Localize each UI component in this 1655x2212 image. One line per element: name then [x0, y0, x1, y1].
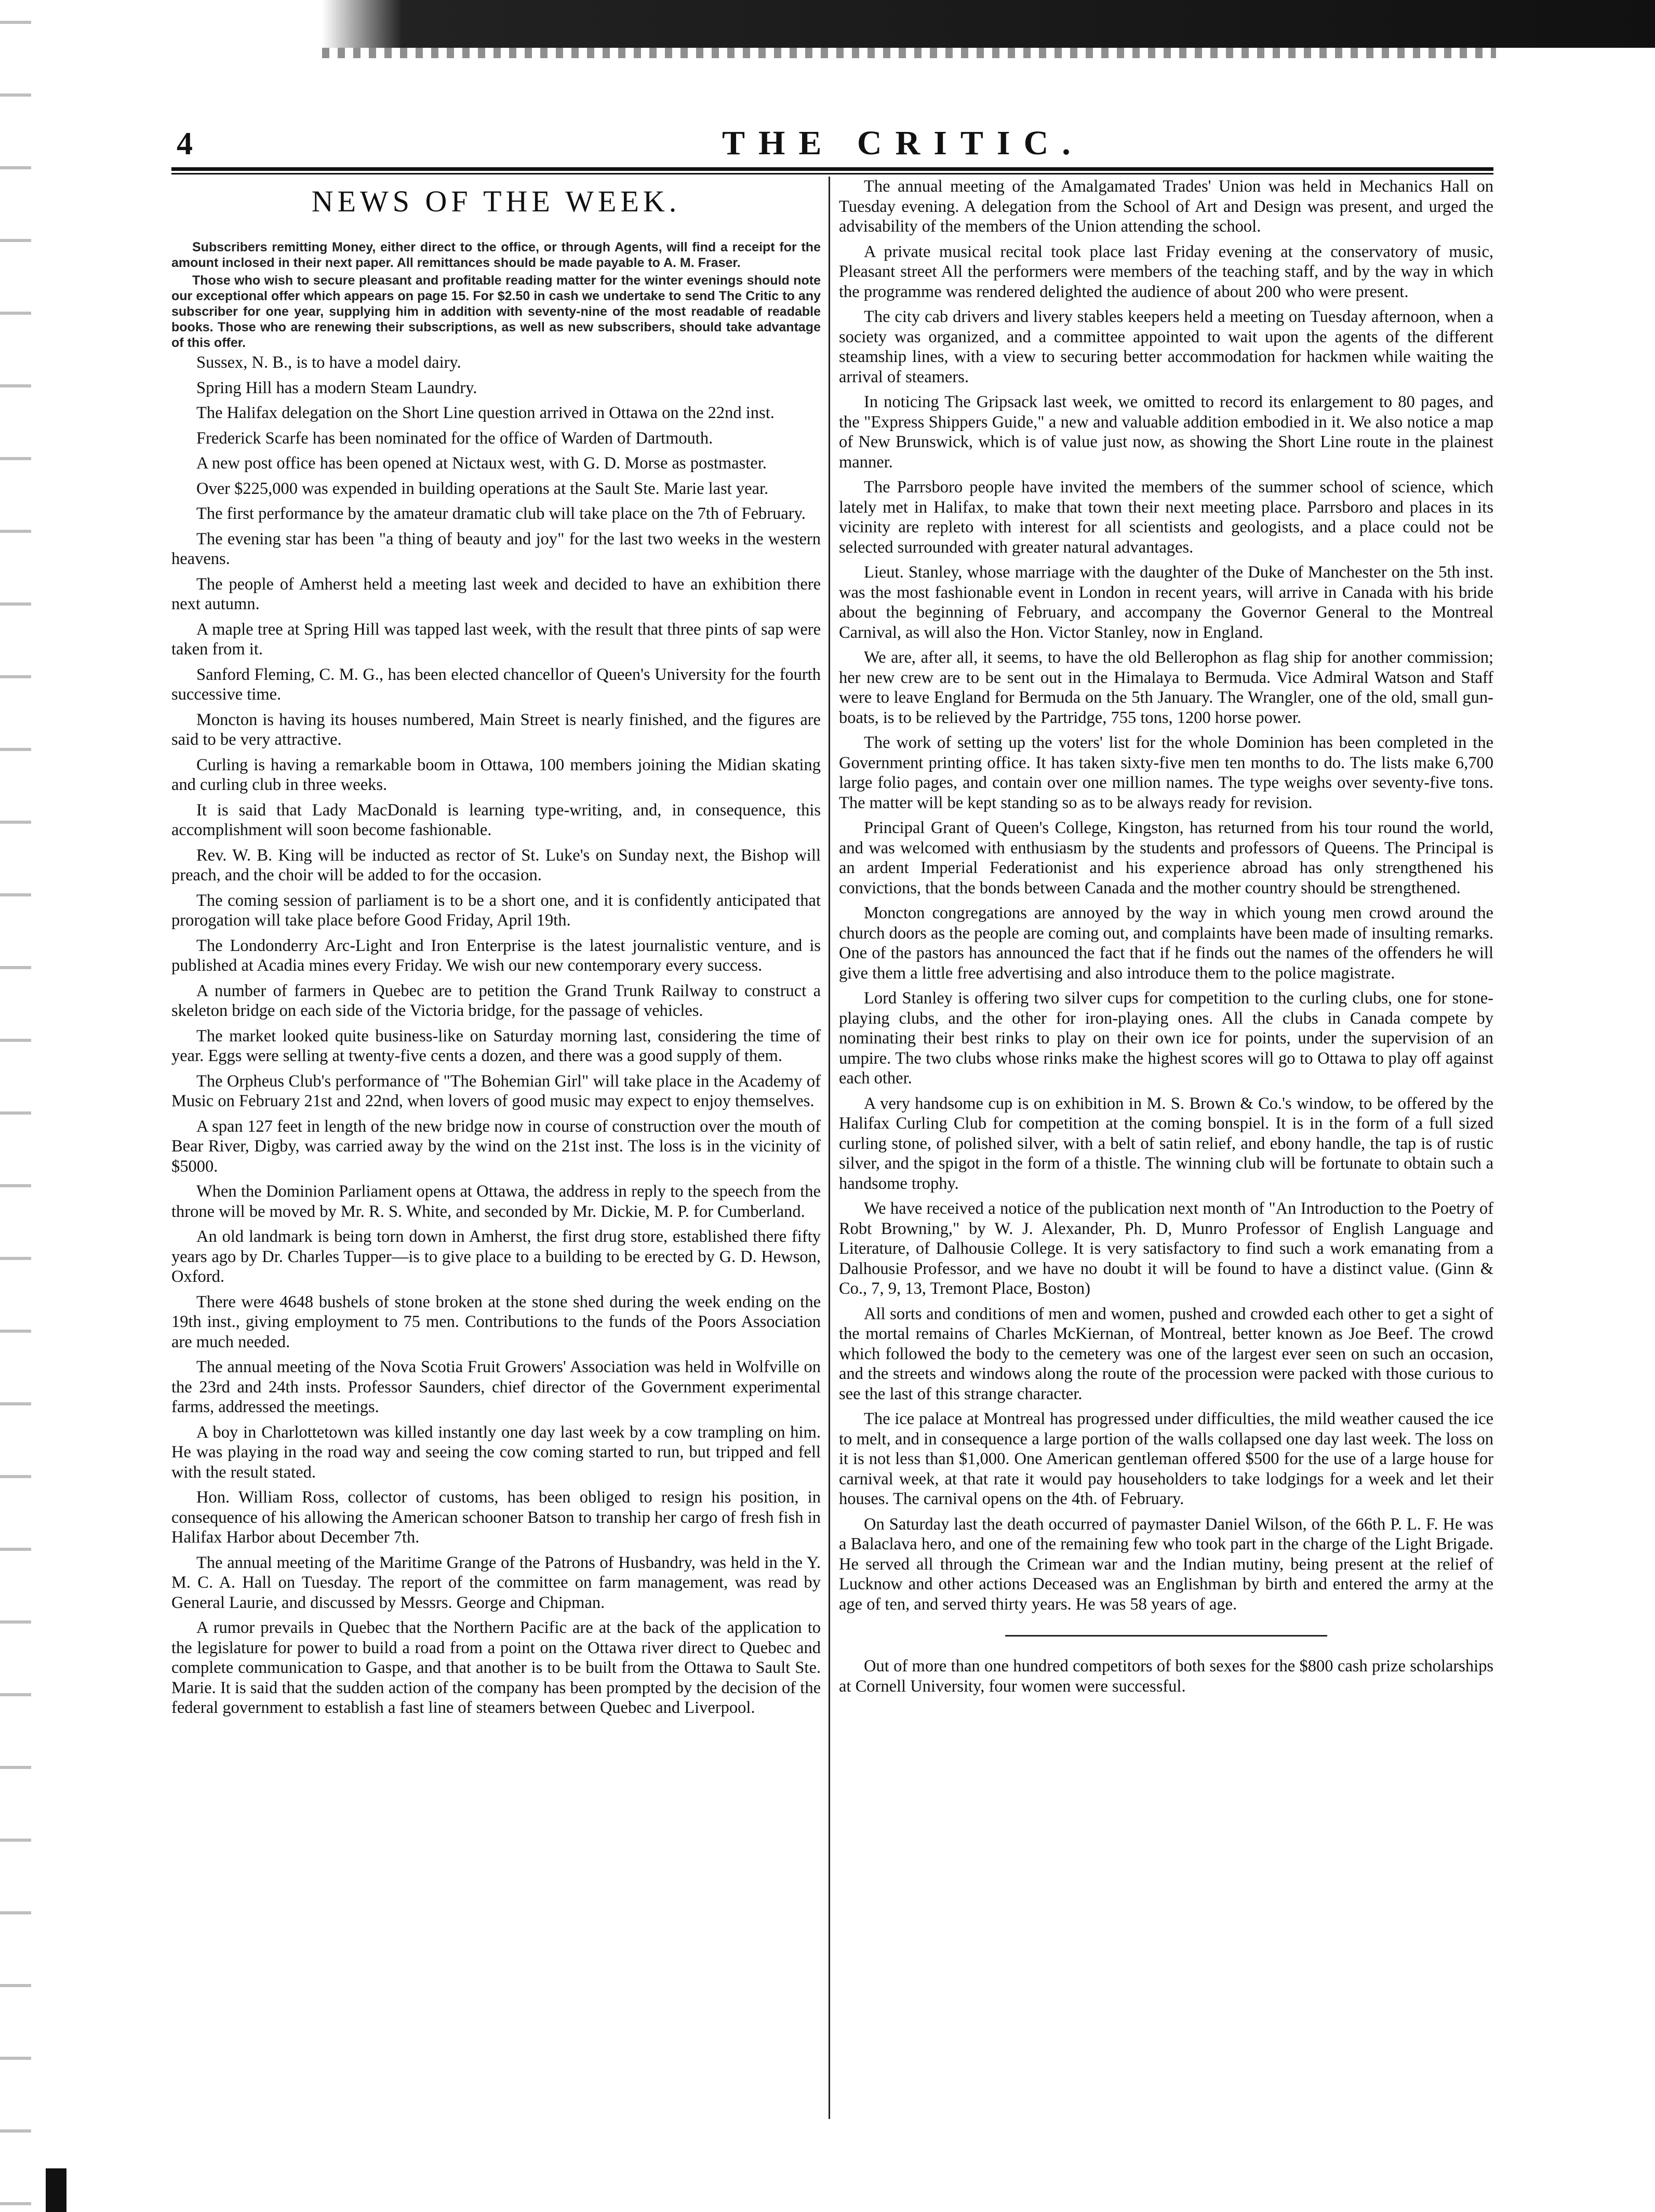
news-item: Over $225,000 was expended in building operations at the Sault Ste. Marie last year.	[196, 479, 769, 498]
news-item: It is said that Lady MacDonald is learning type-writing, and, in consequence, this accomplishment will soon become fashionable.	[171, 800, 821, 839]
header-rule-thin	[171, 173, 1493, 175]
masthead: THE CRITIC.	[722, 124, 1084, 162]
news-item: The annual meeting of the Maritime Grange of the Patrons of Husbandry, was held in the Y. M. C. A. Hall on Tuesday. The report of the committee on farm management, was read by General Laurie, and discussed by Messrs. George and Chipman.	[171, 1553, 821, 1612]
news-item: Curling is having a remarkable boom in Ottawa, 100 members joining the Midian skating and curling club in three weeks.	[171, 755, 821, 794]
news-item: A maple tree at Spring Hill was tapped last week, with the result that three pints of sap were taken from it.	[171, 620, 821, 659]
news-item: The ice palace at Montreal has progressed under difficulties, the mild weather caused the ice to melt, and in consequence a large portion of the walls collapsed one day last week. The loss on it is not less than $1,000. One American gentleman offered $500 for the use of a large house for carnival week, at that rate it would pay householders to take lodgings for a week and let their houses. The carnival opens on the 4th. of February.	[839, 1410, 1493, 1508]
news-item: All sorts and conditions of men and women, pushed and crowded each other to get a sight of the mortal remains of Charles McKiernan, of Montreal, better known as Joe Beef. The crowd which followed the body to the cemetery was one of the largest ever seen on such an occasion, and the streets and windows along the route of the procession were packed with those curious to see the last of this strange character.	[839, 1304, 1493, 1403]
news-item: Hon. William Ross, collector of customs, has been obliged to resign his position, in consequence of his allowing the American schooner Batson to tranship her cargo of fresh fish in Halifax Harbor about December 7th.	[171, 1488, 821, 1547]
news-item: A very handsome cup is on exhibition in M. S. Brown & Co.'s window, to be offered by the Halifax Curling Club for competition at the coming bonspiel. It is in the form of a full sized curling stone, of polished silver, with a belt of satin relief, and ebony handle, the tap is of rustic silver, and the spigot in the form of a thistle. The winning club will be fortunate to obtain such a handsome trophy.	[839, 1094, 1493, 1193]
left-column	[171, 177, 821, 1723]
news-item: The work of setting up the voters' list for the whole Dominion has been completed in the Government printing office. It has taken sixty-five men ten months to do. The lists make 6,700 large folio pages, and contain over one million names. The type weighs over seventy-five tons. The matter will be kept standing so as to be always ready for revision.	[839, 733, 1493, 812]
news-item: A rumor prevails in Quebec that the Northern Pacific are at the back of the application to the legislature for power to build a road from a point on the Ottawa river direct to Quebec and complete communication to Gaspe, and that another is to be built from the Ottawa to Sault Ste. Marie. It is said that the sudden action of the company has been prompted by the decision of the federal government to establish a fast line of steamers between Quebec and Liverpool.	[171, 1618, 821, 1717]
news-item: Out of more than one hundred competitors of both sexes for the $800 cash prize scholarships at Cornell University, four women were successful.	[839, 1657, 1493, 1696]
news-items-right	[839, 177, 1493, 1614]
news-item: Lieut. Stanley, whose marriage with the daughter of the Duke of Manchester on the 5th inst. was the most fashionable event in London in recent years, will arrive in Canada with his bride about the beginning of February, and accompany the Governor General to the Montreal Carnival, as will also the Hon. Victor Stanley, now in England.	[839, 563, 1493, 642]
news-items-after-rule	[839, 1656, 1493, 1696]
news-item: The Orpheus Club's performance of "The Bohemian Girl" will take place in the Academy of Music on February 21st and 22nd, when lovers of good music may expect to enjoy themselves.	[171, 1071, 821, 1110]
news-item: Principal Grant of Queen's College, Kingston, has returned from his tour round the world, and was welcomed with enthusiasm by the students and professors of Queens. The Principal is an ardent Imperial Federationist and his experience abroad has only strengthened his convictions, that the bonds between Canada and the mother country should be strengthened.	[839, 819, 1493, 897]
news-item: The annual meeting of the Nova Scotia Fruit Growers' Association was held in Wolfville on the 23rd and 24th insts. Professor Saunders, chief director of the Government experimental farms, addressed the meetings.	[171, 1358, 821, 1416]
news-item: We have received a notice of the publication next month of "An Introduction to the Poetry of Robt Browning," by W. J. Alexander, Ph. D, Munro Professor of English Language and Literature, of Dalhousie College. It is very satisfactory to find such a work emanating from a Dalhousie Professor, and we have no doubt it will be found to have a distinct value. (Ginn & Co., 7, 9, 13, Tremont Place, Boston)	[839, 1199, 1493, 1298]
subscriber-note: Subscribers remitting Money, either direct to the office, or through Agents, will find a receipt for the amount inclosed in their next paper. All remittances should be made payable to A. M. Fraser.	[171, 240, 821, 270]
news-item: The people of Amherst held a meeting last week and decided to have an exhibition there next autumn.	[171, 574, 821, 613]
top-border-strip	[322, 48, 1496, 58]
news-item: An old landmark is being torn down in Amherst, the first drug store, established there fifty years ago by Dr. Charles Tupper—is to give place to a building to be erected by G. D. Hewson, Oxford.	[171, 1227, 821, 1286]
news-item: Frederick Scarfe has been nominated for the office of Warden of Dartmouth.	[196, 428, 713, 448]
news-item: The Londonderry Arc-Light and Iron Enterprise is the latest journalistic venture, and is published at Acadia mines every Friday. We wish our new contemporary every success.	[171, 936, 821, 975]
news-item: The market looked quite business-like on Saturday morning last, considering the time of year. Eggs were selling at twenty-five cents a dozen, and there was a good supply of them.	[171, 1026, 821, 1065]
news-item: The coming session of parliament is to be a short one, and it is confidently anticipated that prorogation will take place before Good Friday, April 19th.	[171, 891, 821, 930]
news-item: Spring Hill has a modern Steam Laundry.	[196, 378, 477, 397]
news-item: A span 127 feet in length of the new bridge now in course of construction over the mouth of Bear River, Digby, was carried away by the wind on the 21st inst. The loss is in the vicinity of $5000.	[171, 1117, 821, 1176]
news-item: Sussex, N. B., is to have a model dairy.	[196, 353, 461, 372]
news-item: We are, after all, it seems, to have the old Bellerophon as flag ship for another commission; her new crew are to be sent out in the Himalaya to Bermuda. Vice Admiral Watson and Staff were to leave England for Bermuda on the 5th January. The Wrangler, one of the old, small gun-boats, is to be relieved by the Partridge, 755 tons, 1200 horse power.	[839, 648, 1493, 727]
news-item: A number of farmers in Quebec are to petition the Grand Trunk Railway to construct a skeleton bridge on each side of the Victoria bridge, for the passage of vehicles.	[171, 981, 821, 1020]
news-item: The Parrsboro people have invited the members of the summer school of science, which lately met in Halifax, to make that town their next meeting place. Parrsboro and places in its vicinity are repleto with interest for all scientists and geologists, and a place could not be selected surrounded with greater natural advantages.	[839, 478, 1493, 557]
section-separator	[1005, 1635, 1327, 1637]
news-item: Rev. W. B. King will be inducted as rector of St. Luke's on Sunday next, the Bishop will preach, and the choir will be added to for the occasion.	[171, 846, 821, 884]
news-item: When the Dominion Parliament opens at Ottawa, the address in reply to the speech from the throne will be moved by Mr. R. S. White, and seconded by Mr. Dickie, M. P. for Cumberland.	[171, 1182, 821, 1221]
left-margin-edge	[0, 0, 31, 2212]
news-item: The city cab drivers and livery stables keepers held a meeting on Tuesday afternoon, when a society was organized, and a committee appointed to wait upon the agents of the different steamship lines, with a view to securing better accommodation for hackmen while waiting the arrival of steamers.	[839, 307, 1493, 386]
column-divider	[829, 177, 830, 2119]
right-column	[839, 177, 1493, 1701]
news-item: A new post office has been opened at Nictaux west, with G. D. Morse as postmaster.	[196, 454, 767, 473]
subscriber-notes	[171, 239, 821, 351]
news-item: There were 4648 bushels of stone broken at the stone shed during the week ending on the 19th inst., giving employment to 75 men. Contributions to the funds of the Poors Association are much needed.	[171, 1292, 821, 1351]
section-title: NEWS OF THE WEEK.	[311, 184, 681, 218]
news-item: Lord Stanley is offering two silver cups for competition to the curling clubs, one for stone-playing clubs, and the other for iron-playing ones. All the clubs in Canada compete by nominating their best rinks to play on their own ice for points, under the supervision of an umpire. The two clubs whose rinks make the highest scores will go to Ottawa to play off against each other.	[839, 989, 1493, 1088]
news-item: The evening star has been "a thing of beauty and joy" for the last two weeks in the western heavens.	[171, 529, 821, 568]
page-number: 4	[177, 126, 193, 162]
news-item: Sanford Fleming, C. M. G., has been elected chancellor of Queen's University for the fourth successive time.	[171, 665, 821, 704]
news-item: On Saturday last the death occurred of paymaster Daniel Wilson, of the 66th P. L. F. He was a Balaclava hero, and one of the remaining few who took part in the charge of the Light Brigade. He served all through the Crimean war and the Indian mutiny, being present at the relief of Lucknow and other actions Deceased was an Englishman by birth and entered the army at the age of ten, and served thirty years. He was 58 years of age.	[839, 1514, 1493, 1614]
top-border-bar	[322, 0, 1655, 48]
news-item: The annual meeting of the Amalgamated Trades' Union was held in Mechanics Hall on Tuesday evening. A delegation from the School of Art and Design was present, and urged the advisability of the members of the Union attending the school.	[839, 177, 1493, 236]
news-item: Moncton is having its houses numbered, Main Street is nearly finished, and the figures are said to be very attractive.	[171, 710, 821, 749]
news-item: Moncton congregations are annoyed by the way in which young men crowd around the church doors as the people are coming out, and complaints have been made of insulting remarks. One of the pastors has announced the fact that if he finds out the names of the offenders he will give them a little free advertising and also introduce them to the police magistrate.	[839, 904, 1493, 983]
news-item: The Halifax delegation on the Short Line question arrived in Ottawa on the 22nd inst.	[196, 404, 775, 422]
news-item: A private musical recital took place last Friday evening at the conservatory of music, Pleasant street All the performers were members of the teaching staff, and by the way in which the programme was rendered delighted the audience of about 200 who were present.	[839, 242, 1493, 301]
news-item: A boy in Charlottetown was killed instantly one day last week by a cow trampling on him. He was playing in the road way and seeing the cow coming started to run, but tripped and fell with the result stated.	[171, 1423, 821, 1482]
news-item: The first performance by the amateur dramatic club will take place on the 7th of February.	[196, 504, 806, 523]
subscriber-note: Those who wish to secure pleasant and profitable reading matter for the winter evenings should note our exceptional offer which appears on page 15. For $2.50 in cash we undertake to send The Critic to any subscriber for one year, supplying him in addition with seventy-nine of the most readable of readable books. Those who are renewing their subscriptions, as well as new subscribers, should take advantage of this offer.	[171, 273, 821, 350]
news-items	[171, 353, 821, 1718]
header-rule	[171, 167, 1493, 171]
news-item: In noticing The Gripsack last week, we omitted to record its enlargement to 80 pages, and the "Express Shippers Guide," a new and valuable addition embodied in it. We also notice a map of New Brunswick, which is of value just now, as showing the Short Line route in the plainest manner.	[839, 393, 1493, 472]
left-margin-mark	[46, 2168, 66, 2212]
